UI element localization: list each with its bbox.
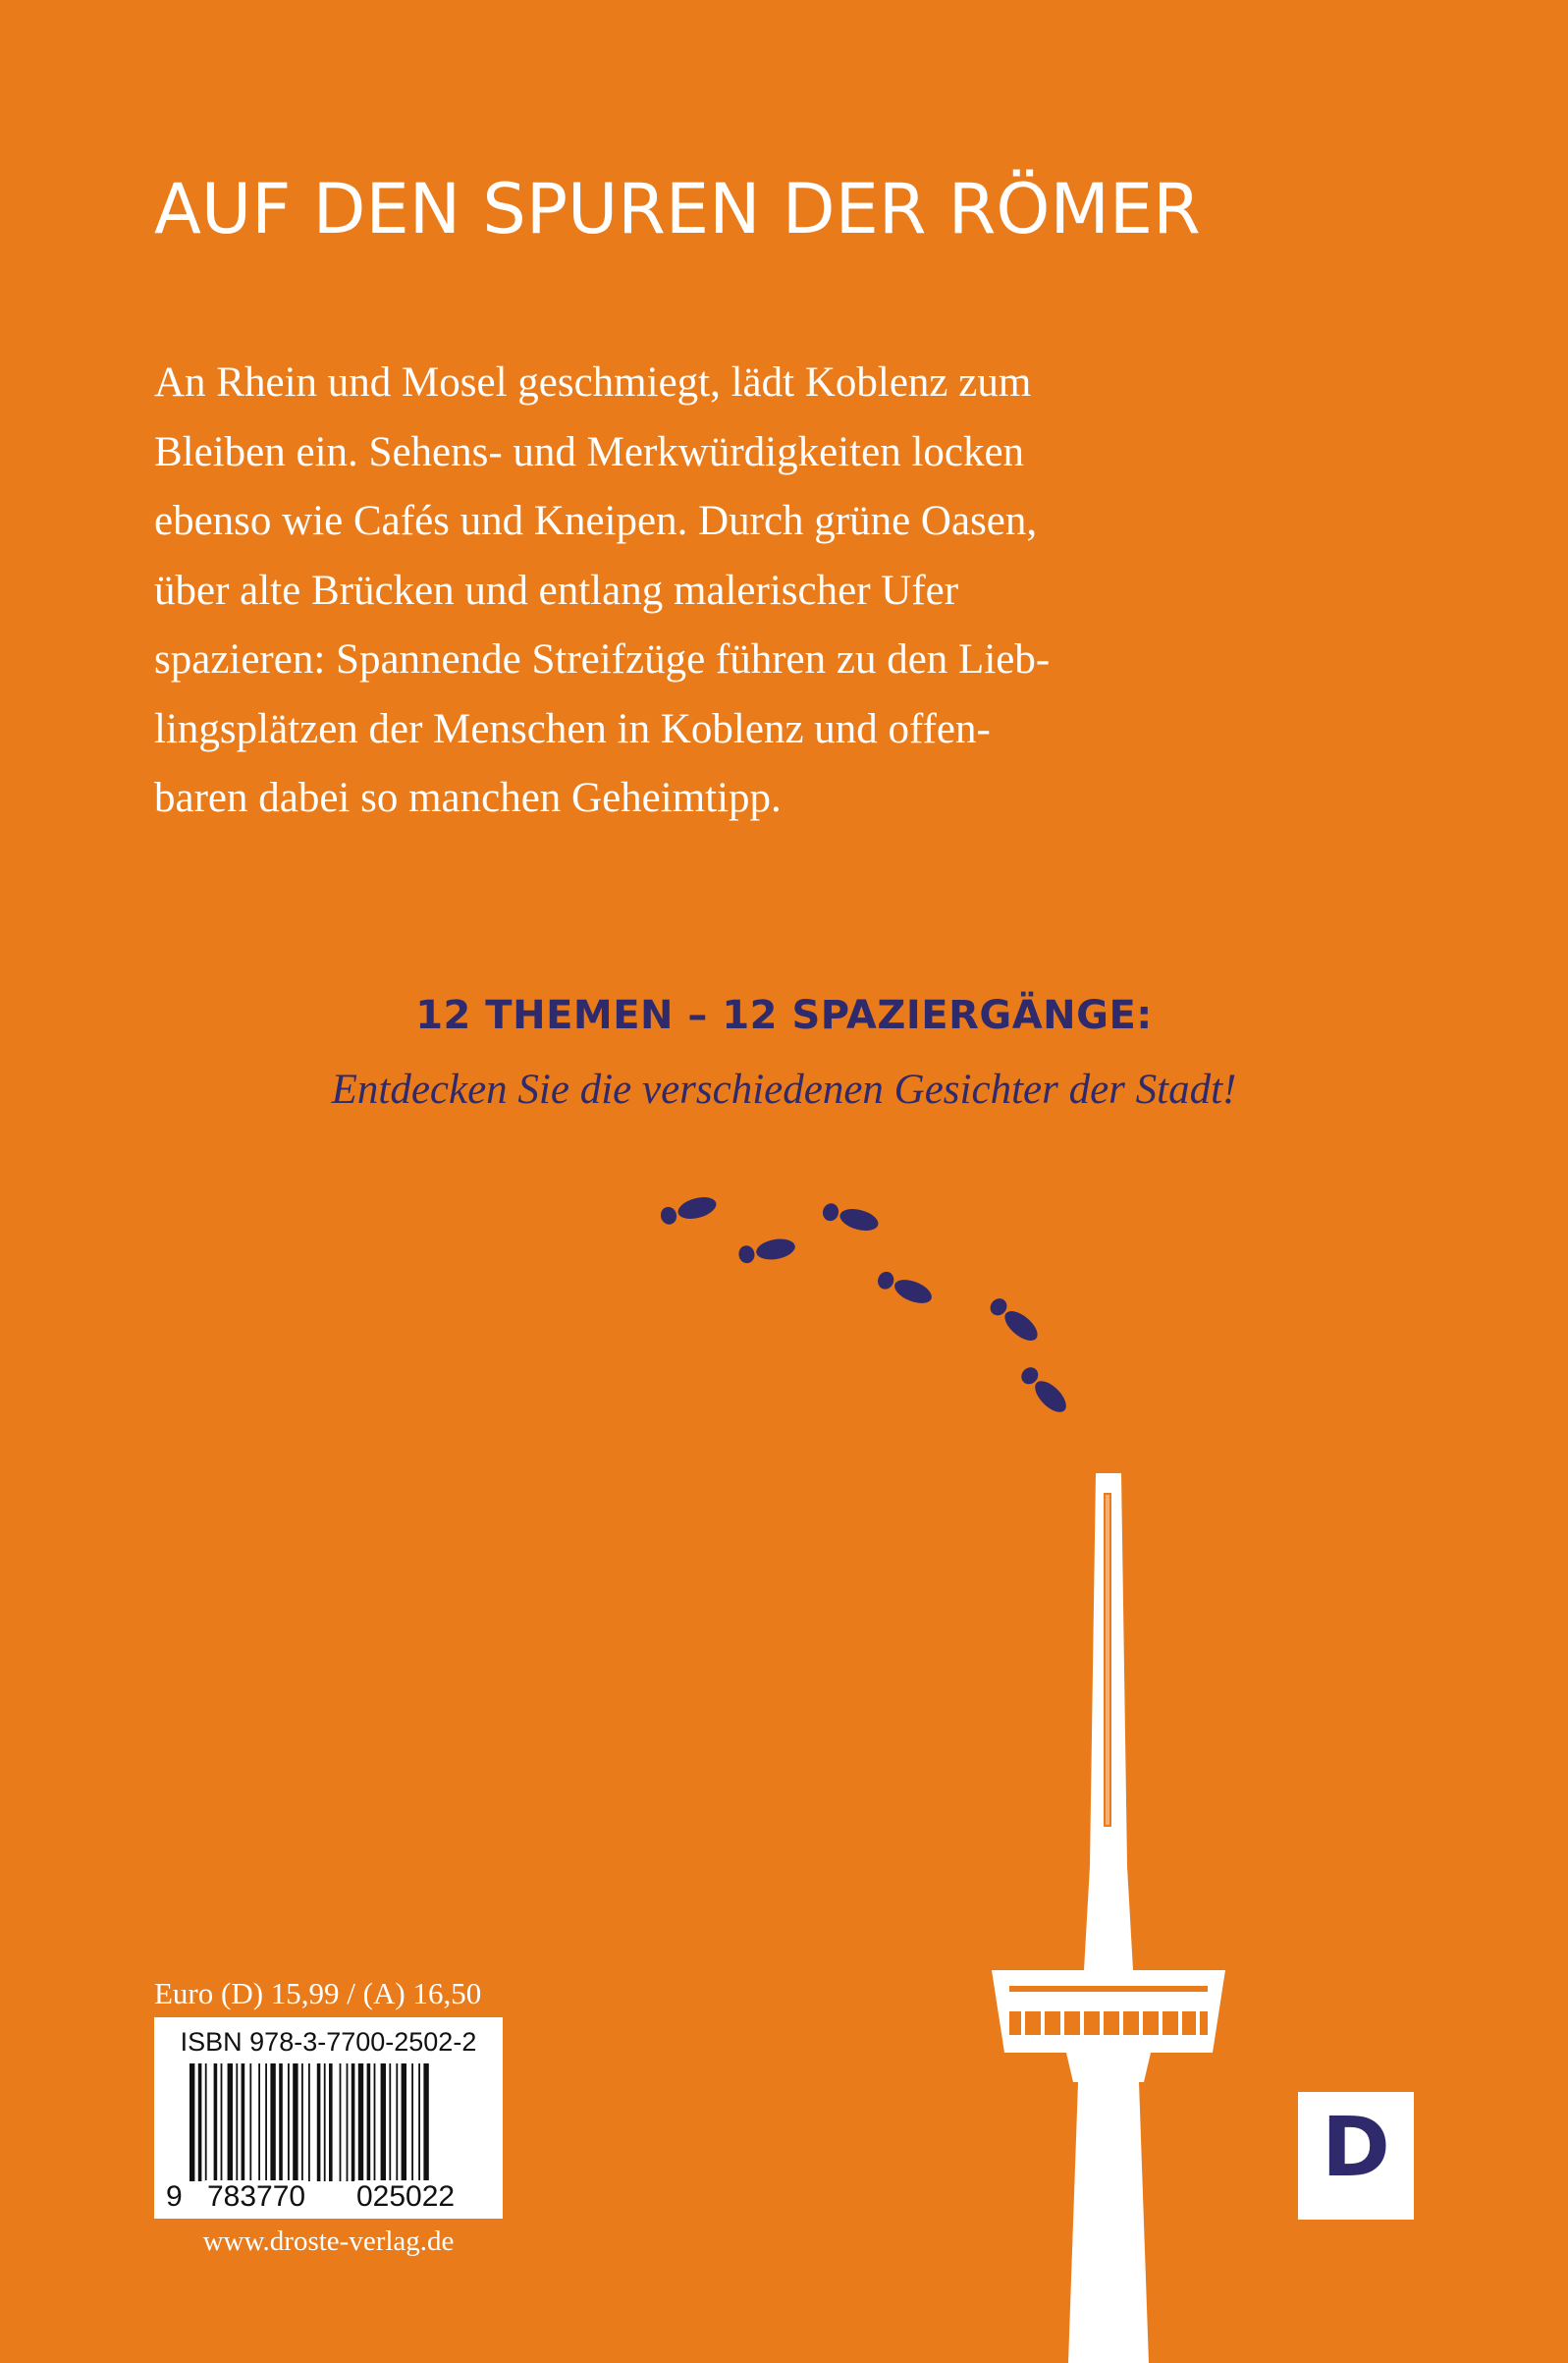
- barcode-digit-group2: 025022: [356, 2180, 456, 2213]
- barcode-digit-group1: 783770: [207, 2180, 306, 2213]
- publisher-website: www.droste-verlag.de: [202, 2226, 455, 2257]
- cover-heading: AUF DEN SPUREN DER RÖMER: [154, 169, 1201, 249]
- barcode-digit-first: 9: [166, 2180, 183, 2213]
- isbn-label: ISBN 978-3-7700-2502-2: [180, 2027, 477, 2057]
- publisher-logo-letter: D: [1322, 2099, 1390, 2195]
- blurb-text: [154, 349, 1293, 834]
- tv-tower-icon: [972, 1473, 1257, 2363]
- themes-heading: 12 THEMEN – 12 SPAZIERGÄNGE:: [415, 993, 1153, 1038]
- blurb-line: An Rhein und Mosel geschmiegt, lädt Koblenz zum: [154, 359, 1032, 406]
- publisher-logo: [1298, 2092, 1414, 2220]
- footprints-icon: [628, 1179, 1090, 1444]
- blurb-line: ebenso wie Cafés und Kneipen. Durch grüne Oasen,: [154, 498, 1038, 544]
- blurb-line: baren dabei so manchen Geheimtipp.: [154, 775, 782, 821]
- blurb-line: über alte Brücken und entlang malerischer Ufer: [154, 567, 959, 614]
- blurb-line: lingsplätzen der Menschen in Koblenz und offen-: [154, 705, 991, 752]
- price-label: Euro (D) 15,99 / (A) 16,50: [154, 1976, 482, 2010]
- blurb-line: spazieren: Spannende Streifzüge führen zu den Lieb-: [154, 636, 1051, 683]
- blurb-line: Bleiben ein. Sehens- und Merkwürdigkeiten locken: [154, 428, 1025, 475]
- themes-subline: Entdecken Sie die verschiedenen Gesichter der Stadt!: [331, 1067, 1237, 1113]
- barcode-box: [154, 2017, 503, 2219]
